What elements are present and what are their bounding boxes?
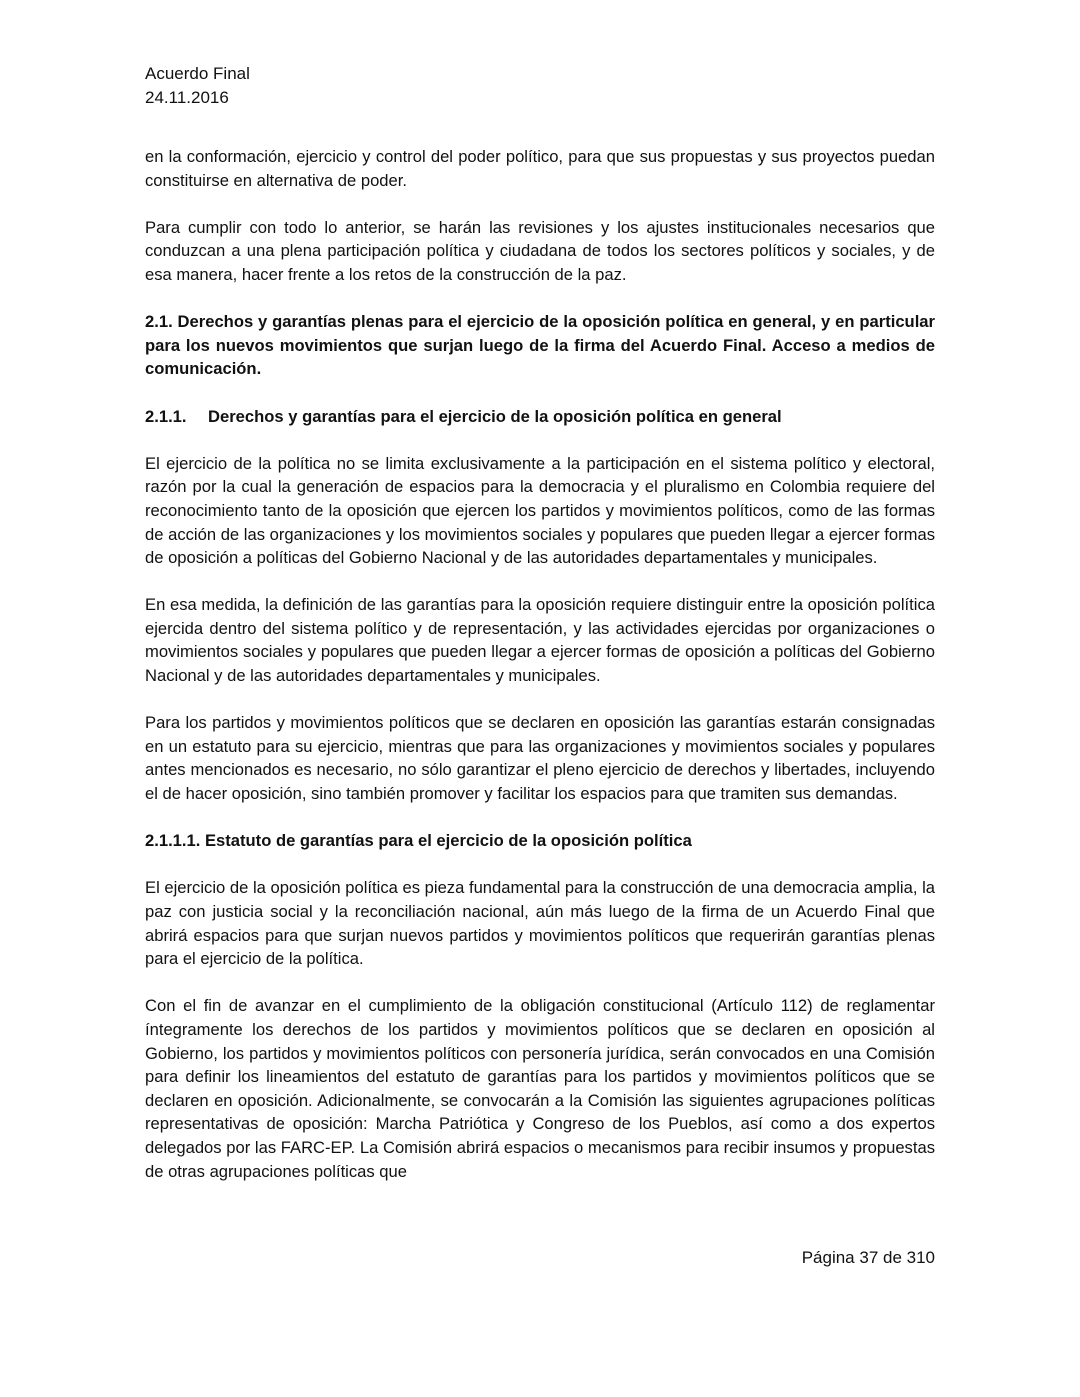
section-title: Derechos y garantías para el ejercicio de la oposición política en general xyxy=(208,406,782,426)
header-date: 24.11.2016 xyxy=(145,88,229,107)
header-title: Acuerdo Final xyxy=(145,64,250,83)
section-heading-2-1-1 xyxy=(145,405,935,429)
paragraph-commission: Con el fin de avanzar en el cumplimiento de la obligación constitucional (Artículo 112) de reglamentar íntegramente los derechos de los partidos y movimientos políticos que se declaren en oposición al Gobierno, los partidos y movimientos políticos con personería jurídica, serán convocados en una Comisión para definir los lineamientos del estatuto de garantías para los partidos y movimientos políticos que se declaren en oposición. Adicionalmente, se convocarán a la Comisión las siguientes agrupaciones políticas representativas de oposición: Marcha Patriótica y Congreso de los Pueblos, así como a dos expertos delegados por las FARC-EP. La Comisión abrirá espacios o mecanismos para recibir insumos y propuestas de otras agrupaciones políticas que xyxy=(145,996,935,1181)
paragraph-continuation: en la conformación, ejercicio y control del poder político, para que sus propuestas y sus proyectos puedan constituirse en alternativa de poder. xyxy=(145,147,935,190)
page-number: Página 37 de 310 xyxy=(801,1248,935,1267)
paragraph-opposition-exercise: El ejercicio de la oposición política es pieza fundamental para la construcción de una democracia amplia, la paz con justicia social y la reconciliación nacional, aún más luego de la firma de un Acuerdo Final que abrirá espacios para que surjan nuevos partidos y movimientos políticos que requerirán garantías plenas para el ejercicio de la política. xyxy=(145,878,935,969)
document-body xyxy=(145,145,935,1207)
paragraph-politics-exercise: El ejercicio de la política no se limita exclusivamente a la participación en el sistema político y electoral, razón por la cual la generación de espacios para la democracia y el pluralismo en Colombia requiere del reconocimiento tanto de la oposición que ejercen los partidos y movimientos políticos, como de las formas de acción de las organizaciones y los movimientos sociales y populares que pueden llegar a ejercer formas de oposición a políticas del Gobierno Nacional y de las autoridades departamentales y municipales. xyxy=(145,453,935,568)
page-header xyxy=(145,62,250,110)
paragraph-guarantees-definition: En esa medida, la definición de las garantías para la oposición requiere distinguir entre la oposición política ejercida dentro del sistema político y de representación, y las actividades ejercidas por organizaciones o movimientos sociales y populares que pueden llegar a ejercer formas de oposición a políticas del Gobierno Nacional y de las autoridades departamentales y municipales. xyxy=(145,595,935,686)
section-number: 2.1.1. xyxy=(145,406,187,426)
section-heading-2-1: 2.1. Derechos y garantías plenas para el ejercicio de la oposición política en general, y en particular para los nuevos movimientos que surjan luego de la firma del Acuerdo Final. Acceso a medios de comunicación. xyxy=(145,312,935,379)
paragraph-parties-guarantees: Para los partidos y movimientos políticos que se declaren en oposición las garantías estarán consignadas en un estatuto para su ejercicio, mientras que para las organizaciones y movimientos sociales y populares antes mencionados es necesario, no sólo garantizar el pleno ejercicio de derechos y libertades, incluyendo el de hacer oposición, sino también promover y facilitar los espacios para que tramiten sus demandas. xyxy=(145,713,935,804)
paragraph-institutional-adjustments: Para cumplir con todo lo anterior, se harán las revisiones y los ajustes institucionales necesarios que conduzcan a una plena participación política y ciudadana de todos los sectores políticos y sociales, y de esa manera, hacer frente a los retos de la construcción de la paz. xyxy=(145,217,935,284)
section-heading-2-1-1-1: 2.1.1.1. Estatuto de garantías para el ejercicio de la oposición política xyxy=(145,831,692,851)
